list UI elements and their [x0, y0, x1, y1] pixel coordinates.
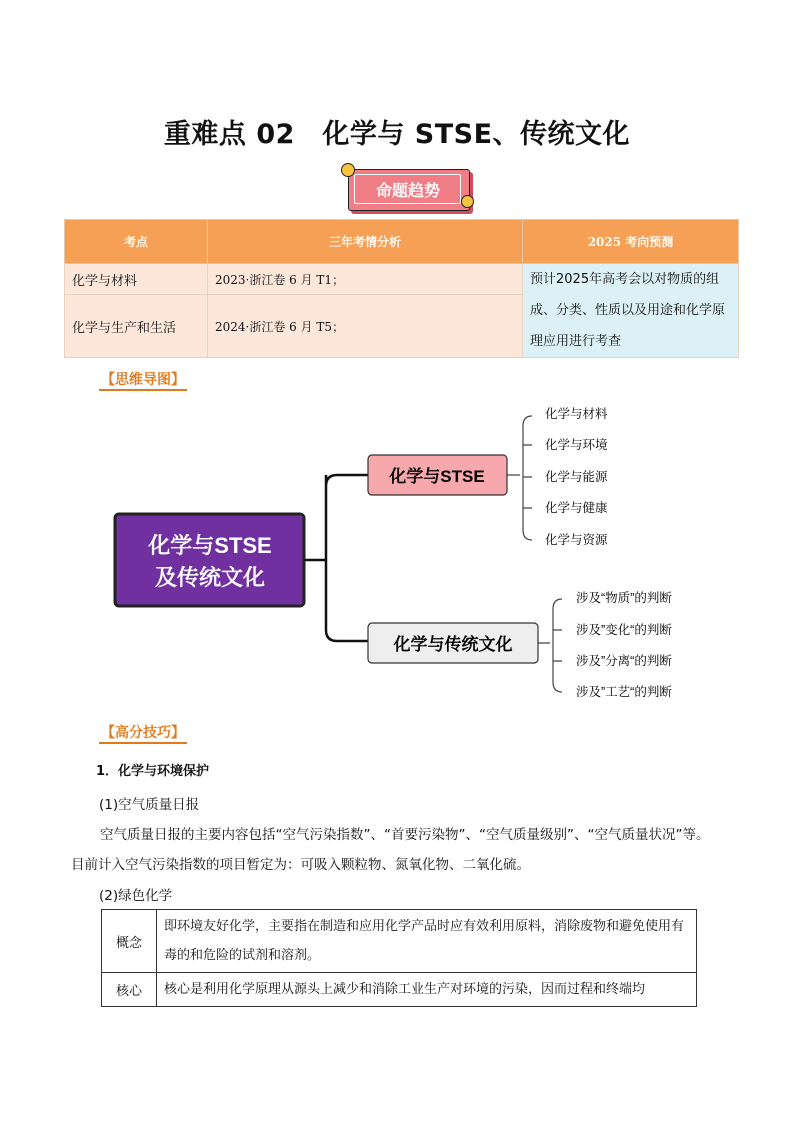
- leaf-item: 涉及“物质”的判断: [576, 591, 672, 605]
- prediction-cell: 预计2025年高考会以对物质的组成、分类、性质以及用途和化学原理应用进行考查: [523, 264, 739, 358]
- table-header-row: [65, 220, 739, 264]
- leaf-item: 化学与环境: [545, 438, 608, 452]
- leaf-item: 化学与材料: [545, 407, 608, 421]
- topic-cell: 化学与生产和生活: [65, 295, 208, 358]
- badge-label: 命题趋势: [375, 181, 440, 200]
- row-text: 即环境友好化学，主要指在制造和应用化学产品时应有效利用原料，消除废物和避免使用有毒的和危险的试剂和溶剂。: [157, 910, 697, 973]
- green-chemistry-table: [101, 909, 697, 1007]
- root-label-line2: 及传统文化: [154, 565, 266, 590]
- header-prediction: 2025 考向预测: [523, 220, 739, 264]
- exam-trend-table: [64, 219, 739, 358]
- table-row: [102, 973, 697, 1007]
- row-label: 核心: [102, 973, 157, 1007]
- leaf-item: 涉及”分离“的判断: [576, 654, 672, 668]
- leaf-item: 涉及”工艺“的判断: [576, 685, 672, 699]
- leaf-item: 化学与能源: [545, 470, 608, 484]
- table-row: [102, 910, 697, 973]
- leaf-item: 涉及”变化“的判断: [576, 623, 672, 637]
- leaf-item: 化学与资源: [545, 533, 608, 547]
- badge-dot-decoration: [341, 163, 355, 177]
- subheading: (1)空气质量日报: [99, 797, 200, 813]
- paragraph: 空气质量日报的主要内容包括“空气污染指数”、“首要污染物”、“空气质量级别”、“空气质量状况”等。: [100, 827, 710, 843]
- table-row: [65, 264, 739, 295]
- page-title: 重难点 02 化学与 STSE、传统文化: [163, 119, 631, 150]
- analysis-cell: 2023·浙江卷 6 月 T1；: [208, 264, 523, 295]
- topic-cell: 化学与材料: [65, 264, 208, 295]
- mindmap-branch-stse: [368, 455, 507, 495]
- header-analysis: 三年考情分析: [208, 220, 523, 264]
- tip-title: 1．化学与环境保护: [96, 764, 210, 779]
- tips-heading: 【高分技巧】: [99, 722, 187, 744]
- analysis-cell: 2024·浙江卷 6 月 T5；: [208, 295, 523, 358]
- mindmap-heading: 【思维导图】: [99, 369, 187, 391]
- mindmap-root-node: [115, 514, 304, 606]
- mind-map: [100, 398, 720, 708]
- section-badge: [348, 169, 468, 211]
- subheading: (2)绿色化学: [99, 888, 173, 904]
- leaf-item: 化学与健康: [545, 501, 608, 515]
- branch-culture-label: 化学与传统文化: [393, 635, 513, 654]
- branch-stse-label: 化学与STSE: [389, 467, 485, 486]
- row-text: 核心是利用化学原理从源头上减少和消除工业生产对环境的污染，因而过程和终端均: [157, 973, 697, 1007]
- row-label: 概念: [102, 910, 157, 973]
- root-label-line1: 化学与STSE: [148, 533, 272, 558]
- paragraph: 目前计入空气污染指数的项目暂定为：可吸入颗粒物、氮氧化物、二氧化硫。: [71, 857, 530, 873]
- mindmap-branch-culture: [368, 623, 538, 663]
- header-topic: 考点: [65, 220, 208, 264]
